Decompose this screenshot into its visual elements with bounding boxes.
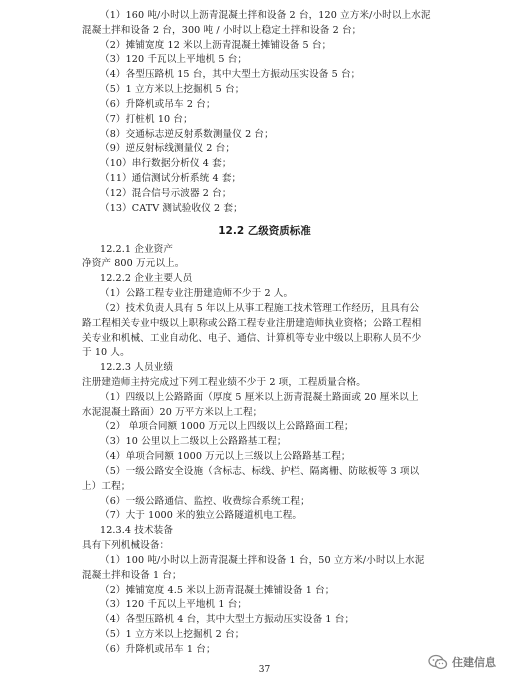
text-line: 注册建造师主持完成过下列工程业绩不少于 2 项，工程质量合格。: [82, 376, 366, 388]
text-line: （6）一级公路通信、监控、收费综合系统工程；: [100, 495, 310, 507]
text-line: （4）各型压路机 15 台，其中大型土方振动压实设备 5 台；: [100, 69, 361, 81]
text-line: 关专业和机械、工业自动化、电子、通信、计算机等专业中级以上职称人员不少: [82, 332, 422, 344]
text-line: 水泥混凝土路面）20 万平方米以上工程；: [82, 406, 263, 418]
text-line: （4）单项合同额 1000 万元以上三级以上公路路基工程；: [100, 451, 351, 463]
text-line: （4）各型压路机 4 台，其中大型土方振动压实设备 1 台；: [100, 614, 355, 626]
text-line: （2）技术负责人具有 5 年以上从事工程施工技术管理工作经历，且具有公: [100, 302, 420, 314]
subsection-title: 12.2.1 企业资产: [100, 243, 174, 255]
text-line: （1）四级以上公路路面（厚度 5 厘米以上沥青混凝土路面或 20 厘米以上: [100, 391, 419, 403]
text-line: （2） 单项合同额 1000 万元以上四级以上公路路面工程；: [100, 421, 354, 433]
text-line: （3）120 千瓦以上平地机 1 台；: [100, 599, 248, 611]
text-line: （9）逆反射标线测量仪 2 台；: [100, 143, 236, 155]
text-line: （13）CATV 测试验收仪 2 套；: [100, 202, 243, 214]
text-line: （3）120 千瓦以上平地机 5 台；: [100, 54, 248, 66]
wechat-icon: [428, 654, 448, 670]
subsection-title: 12.2.3 人员业绩: [100, 362, 174, 374]
watermark: [428, 654, 496, 670]
section-heading: 12.2 乙级资质标准: [218, 225, 311, 237]
subsection-title: 12.2.2 企业主要人员: [100, 273, 193, 285]
text-line: 混凝土拌和设备 1 台；: [82, 569, 182, 581]
text-line: （1）160 吨/小时以上沥青混凝土拌和设备 2 台，120 立方米/小时以上水泥: [100, 10, 431, 21]
text-line: （5）1 立方米以上挖掘机 2 台；: [100, 629, 245, 641]
text-line: （2）摊铺宽度 12 米以上沥青混凝土摊铺设备 5 台；: [100, 39, 332, 51]
text-line: （7）大于 1000 米的独立公路隧道机电工程。: [100, 510, 303, 522]
text-line: （11）通信测试分析系统 4 套；: [100, 173, 242, 185]
text-line: （1）公路工程专业注册建造师不少于 2 人。: [100, 288, 294, 300]
text-line: 上）工程；: [82, 480, 131, 492]
text-line: （1）100 吨/小时以上沥青混凝土拌和设备 1 台，50 立方米/小时以上水泥: [100, 554, 425, 566]
text-line: 混凝土拌和设备 2 台，300 吨 / 小时以上稳定土拌和设备 2 台；: [82, 24, 362, 36]
text-line: （3）10 公里以上二级以上公路路基工程；: [100, 436, 287, 448]
text-line: （2）摊铺宽度 4.5 米以上沥青混凝土摊铺设备 1 台；: [100, 584, 335, 596]
text-line: （5）一级公路安全设施（含标志、标线、护栏、隔离栅、防眩板等 3 项以: [100, 465, 420, 477]
text-line: （5）1 立方米以上挖掘机 5 台；: [100, 84, 245, 96]
watermark-text: 住建信息: [452, 656, 496, 669]
subsection-title: 12.3.4 技术装备: [100, 525, 174, 537]
text-line: （6）升降机或吊车 2 台；: [100, 98, 216, 110]
text-line: （7）打桩机 10 台；: [100, 113, 193, 125]
page-number: 37: [258, 665, 271, 675]
text-line: 净资产 800 万元以上。: [82, 258, 185, 270]
text-line: （6）升降机或吊车 1 台；: [100, 643, 216, 655]
text-line: 具有下列机械设备：: [82, 540, 170, 552]
text-line: （10）串行数据分析仪 4 套；: [100, 158, 232, 170]
text-line: （12）混合信号示波器 2 台；: [100, 187, 232, 199]
text-line: 于 10 人。: [82, 347, 130, 359]
text-line: （8）交通标志逆反射系数测量仪 2 台；: [100, 128, 274, 140]
text-line: 路工程相关专业中级以上职称或公路工程专业注册建造师执业资格；公路工程相: [82, 317, 422, 329]
